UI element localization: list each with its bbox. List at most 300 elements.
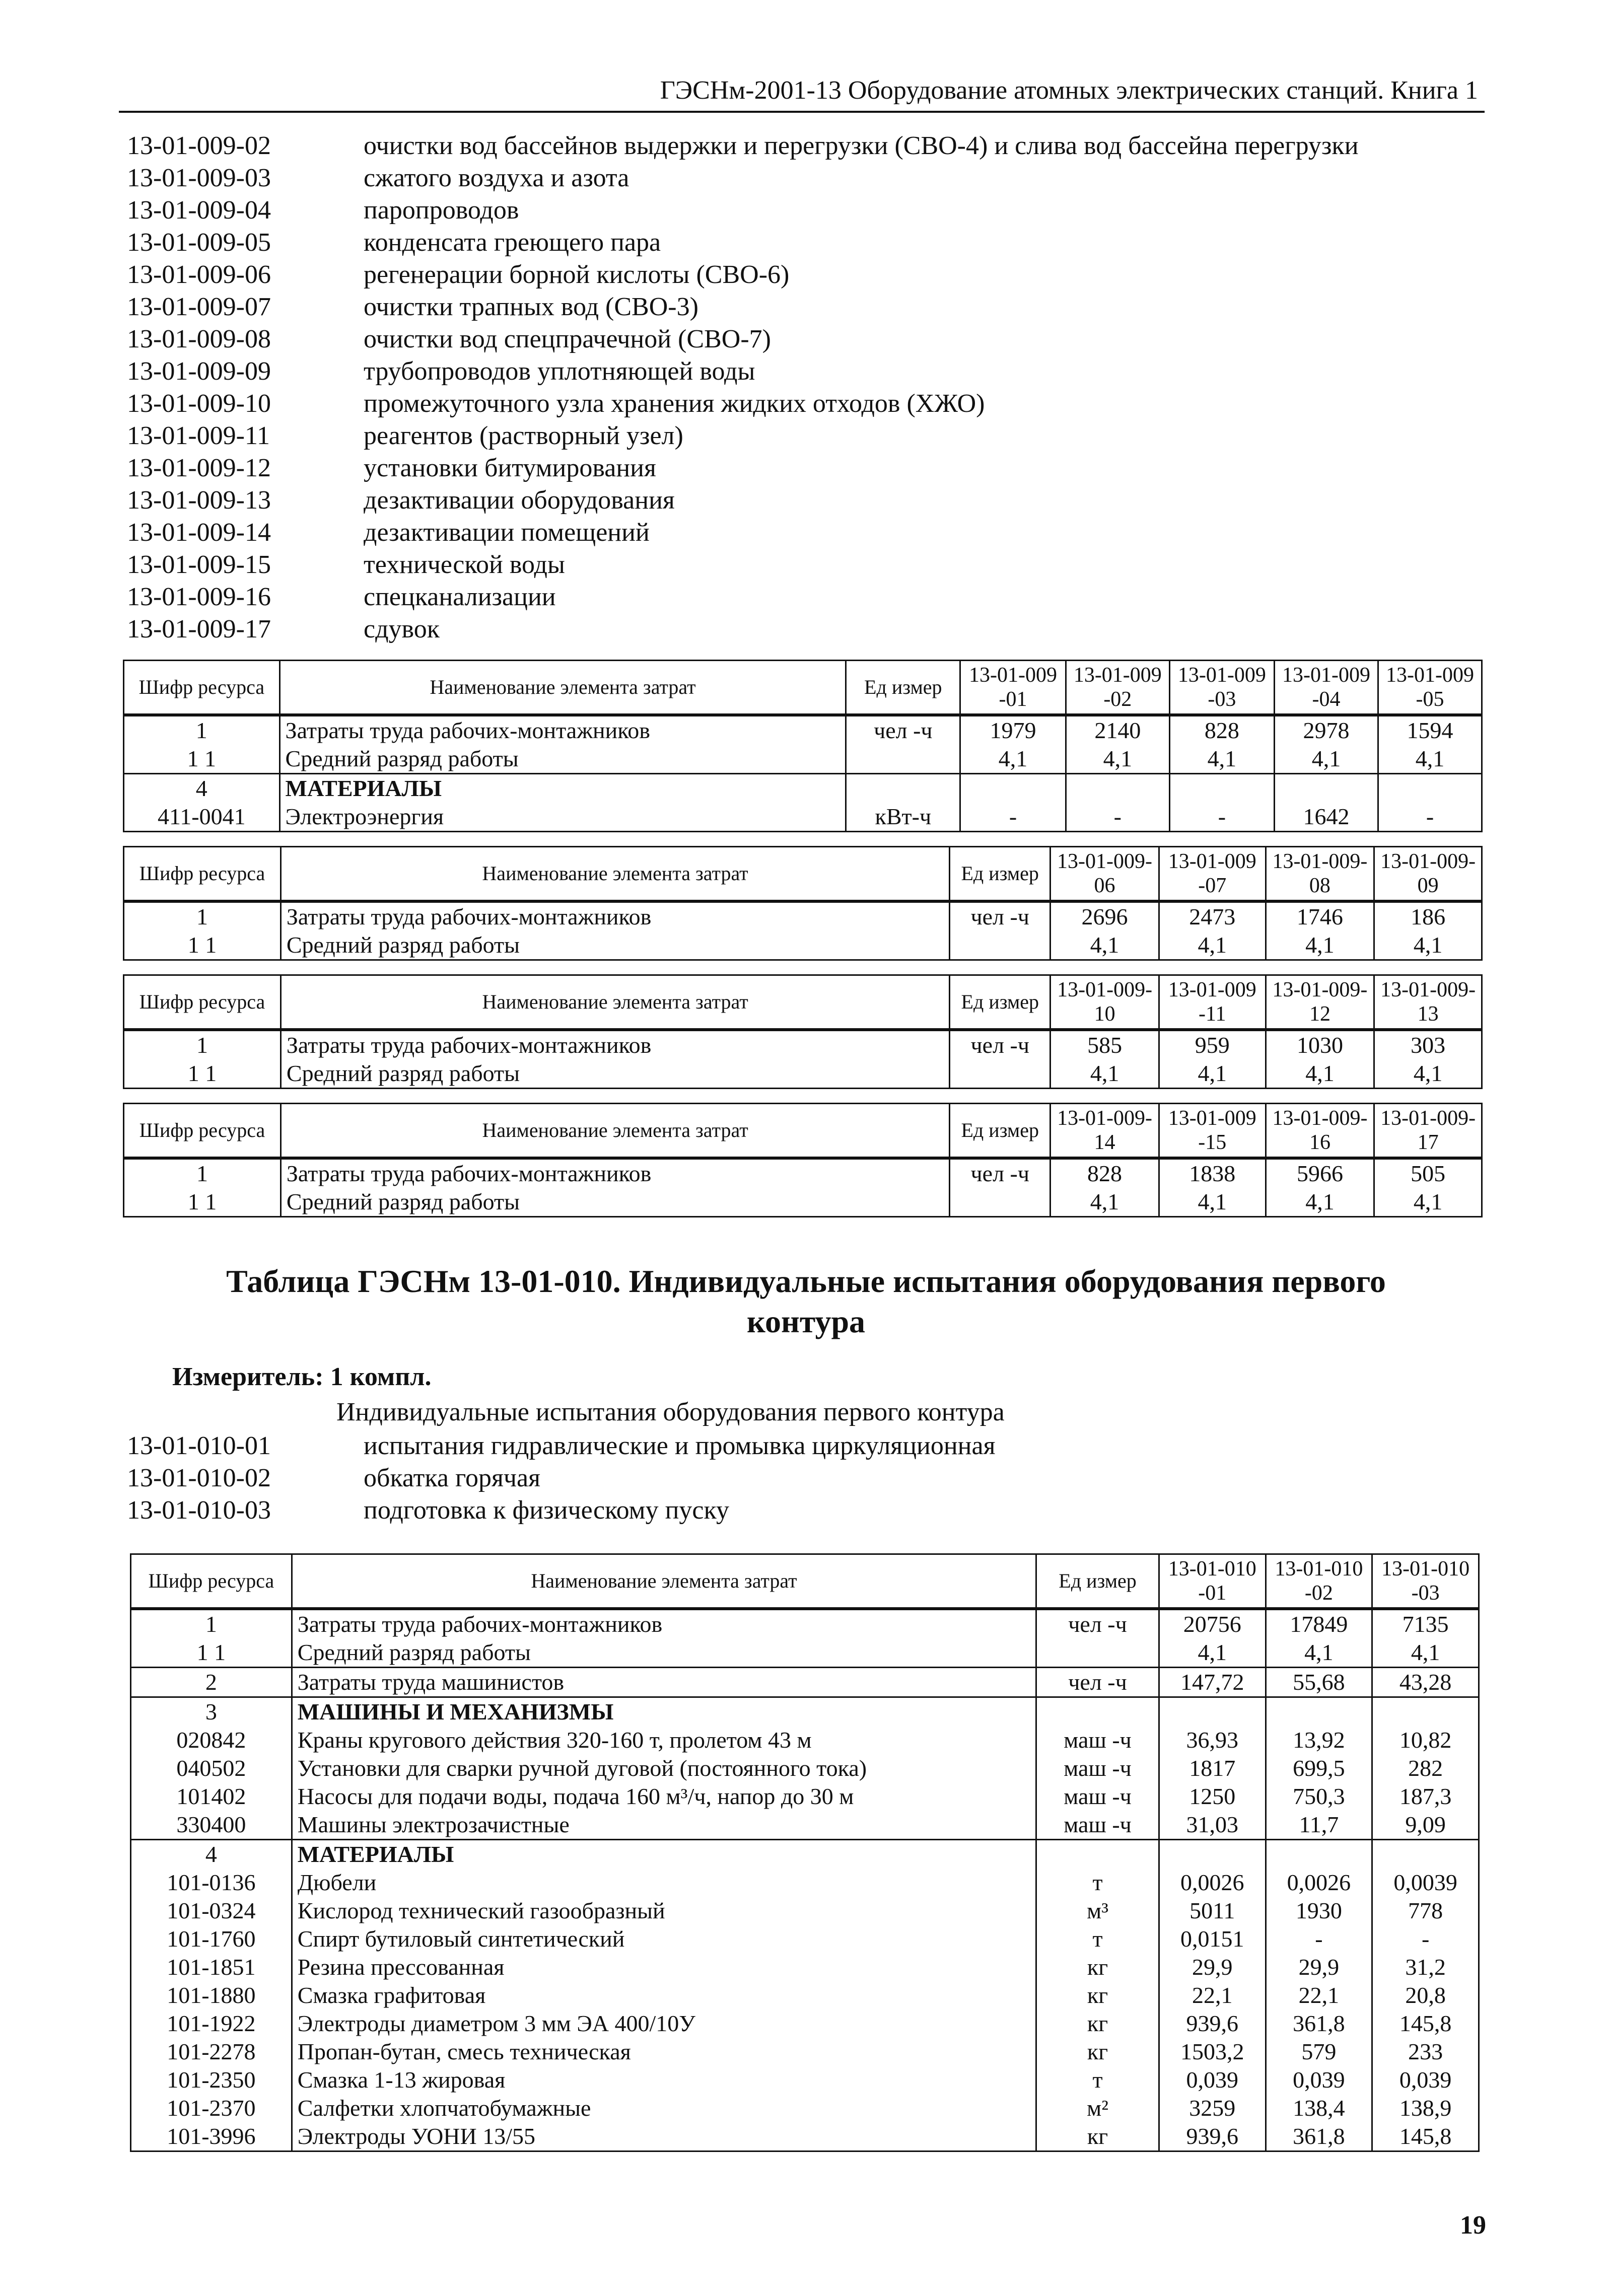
header-unit: Ед измер — [950, 975, 1050, 1030]
header-name: Наименование элемента затрат — [281, 1104, 949, 1159]
cost-item-name: Затраты труда рабочих-монтажников — [292, 1609, 1036, 1638]
unit-of-measure: кг — [1036, 1981, 1159, 2010]
resource-code: 101402 — [131, 1782, 292, 1811]
resource-code: 040502 — [131, 1754, 292, 1782]
cost-item-name: Смазка графитовая — [292, 1981, 1036, 2010]
cost-value — [1372, 1840, 1479, 1869]
item-code: 13-01-009-03 — [127, 164, 271, 192]
item-code: 13-01-010-03 — [127, 1496, 271, 1525]
section-code-list — [127, 1430, 996, 1527]
unit-of-measure: чел -ч — [846, 715, 960, 745]
cost-item-name: Дюбели — [292, 1869, 1036, 1897]
item-description: сдувок — [364, 615, 440, 643]
table-row — [131, 2094, 1479, 2122]
cost-item-name: Пропан-бутан, смесь техническая — [292, 2038, 1036, 2066]
unit-of-measure — [1036, 1840, 1159, 1869]
cost-item-name: Салфетки хлопчатобумажные — [292, 2094, 1036, 2122]
header-name: Наименование элемента затрат — [281, 975, 949, 1030]
cost-value: 22,1 — [1266, 1981, 1372, 2010]
resource-code: 4 — [124, 774, 280, 803]
resource-code: 1 1 — [124, 931, 281, 960]
cost-item-name: Краны кругового действия 320-160 т, пролетом 43 м — [292, 1726, 1036, 1754]
cost-value: 36,93 — [1159, 1726, 1266, 1754]
cost-value: 1838 — [1159, 1158, 1266, 1188]
header-column-code: 13-01-009-07 — [1159, 847, 1266, 902]
cost-value: 138,4 — [1266, 2094, 1372, 2122]
cost-value: 145,8 — [1372, 2122, 1479, 2151]
item-code: 13-01-009-16 — [127, 583, 271, 611]
resource-code: 3 — [131, 1697, 292, 1727]
cost-value: 2978 — [1275, 715, 1378, 745]
cost-value: 29,9 — [1266, 1953, 1372, 1981]
cost-value: 4,1 — [1266, 1638, 1372, 1668]
unit-of-measure: чел -ч — [950, 901, 1050, 931]
header-code: Шифр ресурса — [124, 975, 281, 1030]
header-column-code: 13-01-009-09 — [1374, 847, 1482, 902]
page-number: 19 — [1460, 2211, 1486, 2240]
table-row — [131, 1697, 1479, 1727]
cost-value: 0,0026 — [1159, 1869, 1266, 1897]
list-item — [127, 194, 1359, 227]
unit-of-measure: чел -ч — [1036, 1668, 1159, 1697]
cost-value: 4,1 — [1374, 1188, 1482, 1217]
measure-value: 1 компл. — [330, 1362, 432, 1391]
cost-table-009-10-13 — [123, 974, 1483, 1089]
item-code: 13-01-009-13 — [127, 486, 271, 515]
cost-value: 7135 — [1372, 1609, 1479, 1638]
item-description: реагентов (растворный узел) — [364, 421, 683, 450]
resource-code: 101-1760 — [131, 1925, 292, 1953]
code-list — [127, 130, 1359, 645]
cost-table-009-06-09 — [123, 846, 1483, 961]
table-header-row — [124, 1104, 1482, 1159]
cost-value: 0,0026 — [1266, 1869, 1372, 1897]
cost-value: 828 — [1050, 1158, 1159, 1188]
cost-value: 145,8 — [1372, 2010, 1479, 2038]
table-title-text: Таблица ГЭСНм 13-01-010. Индивидуальные испытания оборудования первого контура — [226, 1263, 1386, 1339]
item-code: 13-01-009-11 — [127, 421, 270, 450]
table-row — [131, 2066, 1479, 2094]
cost-value: 778 — [1372, 1897, 1479, 1925]
cost-item-name: Электроэнергия — [279, 803, 846, 832]
table-row — [131, 1925, 1479, 1953]
cost-value: 4,1 — [1374, 1059, 1482, 1089]
item-code: 13-01-009-04 — [127, 196, 271, 225]
unit-of-measure — [846, 745, 960, 774]
cost-value: 43,28 — [1372, 1668, 1479, 1697]
item-code: 13-01-009-05 — [127, 228, 271, 257]
item-code: 13-01-009-15 — [127, 550, 271, 579]
resource-code: 1 — [131, 1609, 292, 1638]
header-unit: Ед измер — [846, 661, 960, 715]
resource-code: 1 — [124, 1030, 281, 1059]
cost-value: 1746 — [1266, 901, 1374, 931]
table-row — [124, 931, 1482, 960]
cost-value: 4,1 — [1378, 745, 1482, 774]
cost-value: 0,039 — [1159, 2066, 1266, 2094]
cost-value — [1266, 1840, 1372, 1869]
cost-value: 4,1 — [1159, 931, 1266, 960]
table-row — [131, 1609, 1479, 1638]
cost-value — [1275, 774, 1378, 803]
cost-value — [1169, 774, 1274, 803]
cost-value: 4,1 — [1159, 1059, 1266, 1089]
header-column-code: 13-01-009-16 — [1266, 1104, 1374, 1159]
resource-code: 1 1 — [131, 1638, 292, 1668]
table-row — [131, 1726, 1479, 1754]
cost-item-name: Затраты труда рабочих-монтажников — [281, 1158, 949, 1188]
unit-of-measure: т — [1036, 1869, 1159, 1897]
cost-value: 55,68 — [1266, 1668, 1372, 1697]
cost-value: 20756 — [1159, 1609, 1266, 1638]
item-code: 13-01-009-17 — [127, 615, 271, 643]
cost-item-name: Затраты труда рабочих-монтажников — [279, 715, 846, 745]
list-item — [127, 388, 1359, 420]
cost-value: 5011 — [1159, 1897, 1266, 1925]
cost-value: 579 — [1266, 2038, 1372, 2066]
cost-value: 0,039 — [1372, 2066, 1479, 2094]
unit-of-measure: чел -ч — [950, 1158, 1050, 1188]
item-code: 13-01-010-02 — [127, 1464, 271, 1492]
unit-of-measure: м² — [1036, 2094, 1159, 2122]
cost-item-name: Затраты труда рабочих-монтажников — [281, 901, 949, 931]
header-rule — [119, 111, 1485, 113]
unit-of-measure: кг — [1036, 2122, 1159, 2151]
unit-of-measure — [950, 1059, 1050, 1089]
cost-item-name: Кислород технический газообразный — [292, 1897, 1036, 1925]
resource-code: 101-2370 — [131, 2094, 292, 2122]
table-row — [131, 2010, 1479, 2038]
cost-value — [960, 774, 1066, 803]
measure-line — [172, 1362, 431, 1392]
cost-value: 4,1 — [1266, 1188, 1374, 1217]
cost-table-009-01-05 — [123, 660, 1483, 832]
table-row — [124, 774, 1482, 803]
cost-value: 939,6 — [1159, 2010, 1266, 2038]
item-code: 13-01-009-12 — [127, 454, 271, 482]
cost-value: 699,5 — [1266, 1754, 1372, 1782]
item-description: установки битумирования — [364, 454, 656, 482]
header-column-code: 13-01-009-06 — [1050, 847, 1159, 902]
item-code: 13-01-009-02 — [127, 131, 271, 160]
cost-item-name: Средний разряд работы — [281, 1188, 949, 1217]
item-description: спецканализации — [364, 583, 556, 611]
cost-value — [1159, 1840, 1266, 1869]
cost-value: 22,1 — [1159, 1981, 1266, 2010]
table-header-row — [131, 1554, 1479, 1609]
list-item — [127, 130, 1359, 162]
table-row — [124, 803, 1482, 832]
list-item — [127, 581, 1359, 613]
cost-value: 1030 — [1266, 1030, 1374, 1059]
header-column-code: 13-01-009-17 — [1374, 1104, 1482, 1159]
cost-item-name: Средний разряд работы — [292, 1638, 1036, 1668]
cost-value: 1250 — [1159, 1782, 1266, 1811]
unit-of-measure: т — [1036, 2066, 1159, 2094]
header-column-code: 13-01-009-15 — [1159, 1104, 1266, 1159]
cost-value: - — [960, 803, 1066, 832]
cost-value: 1817 — [1159, 1754, 1266, 1782]
running-header: ГЭСНм-2001-13 Оборудование атомных электрических станций. Книга 1 — [660, 76, 1478, 105]
unit-of-measure: маш -ч — [1036, 1782, 1159, 1811]
cost-item-name: МАТЕРИАЛЫ — [279, 774, 846, 803]
cost-value: 13,92 — [1266, 1726, 1372, 1754]
header-column-code: 13-01-009-05 — [1378, 661, 1482, 715]
cost-value: 750,3 — [1266, 1782, 1372, 1811]
cost-value: 4,1 — [1066, 745, 1169, 774]
list-item — [127, 517, 1359, 549]
unit-of-measure: кг — [1036, 2038, 1159, 2066]
item-code: 13-01-009-10 — [127, 389, 271, 418]
cost-value: 4,1 — [1372, 1638, 1479, 1668]
cost-value: 186 — [1374, 901, 1482, 931]
cost-value: 939,6 — [1159, 2122, 1266, 2151]
cost-value: 4,1 — [1050, 1188, 1159, 1217]
cost-value: - — [1169, 803, 1274, 832]
cost-value: 4,1 — [1159, 1188, 1266, 1217]
cost-item-name: Смазка 1-13 жировая — [292, 2066, 1036, 2094]
item-code: 13-01-009-09 — [127, 357, 271, 386]
cost-value: 585 — [1050, 1030, 1159, 1059]
header-column-code: 13-01-009-14 — [1050, 1104, 1159, 1159]
cost-item-name: Затраты труда машинистов — [292, 1668, 1036, 1697]
table-row — [124, 1158, 1482, 1188]
unit-of-measure: чел -ч — [1036, 1609, 1159, 1638]
header-column-code: 13-01-010-02 — [1266, 1554, 1372, 1609]
table-title — [0, 1261, 1612, 1342]
cost-value: 1930 — [1266, 1897, 1372, 1925]
cost-item-name: Установки для сварки ручной дуговой (постоянного тока) — [292, 1754, 1036, 1782]
cost-item-name: Средний разряд работы — [281, 931, 949, 960]
item-description: очистки вод спецпрачечной (СВО-7) — [364, 325, 771, 353]
unit-of-measure: кВт-ч — [846, 803, 960, 832]
header-code: Шифр ресурса — [124, 1104, 281, 1159]
list-item — [127, 1462, 996, 1494]
cost-value: 0,0039 — [1372, 1869, 1479, 1897]
cost-value: 29,9 — [1159, 1953, 1266, 1981]
cost-value: - — [1066, 803, 1169, 832]
unit-of-measure: маш -ч — [1036, 1754, 1159, 1782]
table-row — [131, 1668, 1479, 1697]
header-unit: Ед измер — [1036, 1554, 1159, 1609]
unit-of-measure — [950, 1188, 1050, 1217]
list-item — [127, 323, 1359, 355]
header-code: Шифр ресурса — [131, 1554, 292, 1609]
list-item — [127, 355, 1359, 388]
header-unit: Ед измер — [950, 847, 1050, 902]
unit-of-measure: кг — [1036, 2010, 1159, 2038]
list-item — [127, 1494, 996, 1527]
item-description: промежуточного узла хранения жидких отходов (ХЖО) — [364, 389, 985, 418]
cost-item-name: Средний разряд работы — [279, 745, 846, 774]
cost-value: 138,9 — [1372, 2094, 1479, 2122]
header-name: Наименование элемента затрат — [292, 1554, 1036, 1609]
item-code: 13-01-010-01 — [127, 1431, 271, 1460]
cost-value: 282 — [1372, 1754, 1479, 1782]
cost-value: 5966 — [1266, 1158, 1374, 1188]
item-code: 13-01-009-07 — [127, 293, 271, 321]
cost-value: 4,1 — [1266, 931, 1374, 960]
cost-value: 20,8 — [1372, 1981, 1479, 2010]
cost-value — [1266, 1697, 1372, 1727]
cost-value — [1378, 774, 1482, 803]
item-description: регенерации борной кислоты (СВО-6) — [364, 260, 790, 289]
cost-value: 4,1 — [1275, 745, 1378, 774]
subtitle: Индивидуальные испытания оборудования первого контура — [336, 1398, 1005, 1426]
cost-item-name: Спирт бутиловый синтетический — [292, 1925, 1036, 1953]
unit-of-measure: маш -ч — [1036, 1811, 1159, 1840]
unit-of-measure — [1036, 1638, 1159, 1668]
item-description: испытания гидравлические и промывка циркуляционная — [364, 1431, 996, 1460]
header-code: Шифр ресурса — [124, 661, 280, 715]
cost-value — [1372, 1697, 1479, 1727]
table-row — [131, 1811, 1479, 1840]
cost-value: 1642 — [1275, 803, 1378, 832]
item-description: очистки вод бассейнов выдержки и перегрузки (СВО-4) и слива вод бассейна перегрузки — [364, 131, 1359, 160]
table-header-row — [124, 847, 1482, 902]
list-item — [127, 291, 1359, 323]
item-code: 13-01-009-14 — [127, 518, 271, 547]
resource-code: 101-1922 — [131, 2010, 292, 2038]
resource-code: 1 1 — [124, 745, 280, 774]
cost-value: 361,8 — [1266, 2122, 1372, 2151]
header-column-code: 13-01-009-04 — [1275, 661, 1378, 715]
cost-item-name: Электроды диаметром 3 мм ЭА 400/10У — [292, 2010, 1036, 2038]
cost-value: 4,1 — [1050, 931, 1159, 960]
resource-code: 101-3996 — [131, 2122, 292, 2151]
unit-of-measure: кг — [1036, 1953, 1159, 1981]
table-header-row — [124, 975, 1482, 1030]
unit-of-measure — [950, 931, 1050, 960]
list-item — [127, 259, 1359, 291]
cost-value: 2696 — [1050, 901, 1159, 931]
unit-of-measure — [846, 774, 960, 803]
header-column-code: 13-01-009-01 — [960, 661, 1066, 715]
table-row — [124, 901, 1482, 931]
cost-value: 4,1 — [1050, 1059, 1159, 1089]
cost-item-name: Затраты труда рабочих-монтажников — [281, 1030, 949, 1059]
resource-code: 101-0324 — [131, 1897, 292, 1925]
table-row — [131, 1953, 1479, 1981]
resource-code: 101-2278 — [131, 2038, 292, 2066]
resource-code: 1 — [124, 901, 281, 931]
cost-value: 0,039 — [1266, 2066, 1372, 2094]
resource-code: 101-2350 — [131, 2066, 292, 2094]
list-item — [127, 420, 1359, 452]
header-column-code: 13-01-009-03 — [1169, 661, 1274, 715]
item-description: дезактивации оборудования — [364, 486, 675, 515]
table-row — [124, 1059, 1482, 1089]
header-name: Наименование элемента затрат — [279, 661, 846, 715]
cost-value: 0,0151 — [1159, 1925, 1266, 1953]
table-row — [131, 1638, 1479, 1668]
cost-item-name: Насосы для подачи воды, подача 160 м³/ч, напор до 30 м — [292, 1782, 1036, 1811]
header-unit: Ед измер — [950, 1104, 1050, 1159]
resource-code: 4 — [131, 1840, 292, 1869]
measure-label: Измеритель: — [172, 1362, 324, 1391]
cost-value: 303 — [1374, 1030, 1482, 1059]
item-code: 13-01-009-08 — [127, 325, 271, 353]
cost-value: 2140 — [1066, 715, 1169, 745]
cost-value — [1066, 774, 1169, 803]
header-column-code: 13-01-010-01 — [1159, 1554, 1266, 1609]
table-header-row — [124, 661, 1482, 715]
item-description: дезактивации помещений — [364, 518, 650, 547]
list-item — [127, 549, 1359, 581]
table-row — [131, 1754, 1479, 1782]
table-row — [131, 1840, 1479, 1869]
cost-value: 2473 — [1159, 901, 1266, 931]
resource-code: 1 — [124, 1158, 281, 1188]
unit-of-measure — [1036, 1697, 1159, 1727]
item-description: очистки трапных вод (СВО-3) — [364, 293, 698, 321]
cost-value: 10,82 — [1372, 1726, 1479, 1754]
cost-value: 233 — [1372, 2038, 1479, 2066]
cost-value: 3259 — [1159, 2094, 1266, 2122]
item-description: трубопроводов уплотняющей воды — [364, 357, 755, 386]
cost-table-010 — [130, 1553, 1480, 2152]
resource-code: 330400 — [131, 1811, 292, 1840]
table-row — [124, 1030, 1482, 1059]
table-row — [124, 745, 1482, 774]
cost-value: 31,03 — [1159, 1811, 1266, 1840]
cost-value: 4,1 — [1266, 1059, 1374, 1089]
header-column-code: 13-01-009-08 — [1266, 847, 1374, 902]
header-column-code: 13-01-010-03 — [1372, 1554, 1479, 1609]
cost-value: 31,2 — [1372, 1953, 1479, 1981]
list-item — [127, 452, 1359, 484]
item-description: подготовка к физическому пуску — [364, 1496, 730, 1525]
resource-code: 1 1 — [124, 1059, 281, 1089]
cost-value: 4,1 — [1374, 931, 1482, 960]
header-column-code: 13-01-009-11 — [1159, 975, 1266, 1030]
list-item — [127, 227, 1359, 259]
item-description: технической воды — [364, 550, 565, 579]
cost-value: 17849 — [1266, 1609, 1372, 1638]
cost-value: 9,09 — [1372, 1811, 1479, 1840]
cost-value: 11,7 — [1266, 1811, 1372, 1840]
cost-value: 147,72 — [1159, 1668, 1266, 1697]
resource-code: 1 1 — [124, 1188, 281, 1217]
cost-value: 187,3 — [1372, 1782, 1479, 1811]
cost-value: 4,1 — [1159, 1638, 1266, 1668]
resource-code: 101-1880 — [131, 1981, 292, 2010]
cost-value: - — [1266, 1925, 1372, 1953]
unit-of-measure: чел -ч — [950, 1030, 1050, 1059]
resource-code: 101-0136 — [131, 1869, 292, 1897]
cost-value: 4,1 — [960, 745, 1066, 774]
header-column-code: 13-01-009-10 — [1050, 975, 1159, 1030]
unit-of-measure: т — [1036, 1925, 1159, 1953]
list-item — [127, 613, 1359, 645]
list-item — [127, 162, 1359, 194]
list-item — [127, 1430, 996, 1462]
cost-value: 1979 — [960, 715, 1066, 745]
cost-value: 828 — [1169, 715, 1274, 745]
table-row — [131, 2122, 1479, 2151]
table-row — [131, 1981, 1479, 2010]
item-code: 13-01-009-06 — [127, 260, 271, 289]
resource-code: 1 — [124, 715, 280, 745]
cost-value: 4,1 — [1169, 745, 1274, 774]
resource-code: 411-0041 — [124, 803, 280, 832]
table-row — [131, 1869, 1479, 1897]
item-description: сжатого воздуха и азота — [364, 164, 629, 192]
cost-item-name: Электроды УОНИ 13/55 — [292, 2122, 1036, 2151]
unit-of-measure: м³ — [1036, 1897, 1159, 1925]
table-row — [131, 1897, 1479, 1925]
cost-value: 1594 — [1378, 715, 1482, 745]
